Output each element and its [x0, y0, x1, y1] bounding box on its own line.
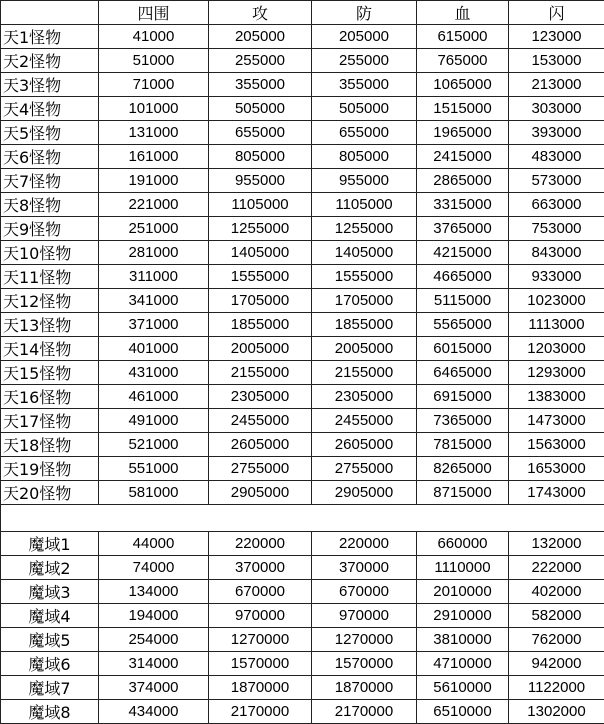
cell-siwei: 191000: [99, 169, 209, 193]
cell-defense: 655000: [312, 121, 417, 145]
cell-dodge: 1293000: [509, 361, 604, 385]
cell-attack: 1855000: [209, 313, 312, 337]
cell-siwei: 461000: [99, 385, 209, 409]
header-row: [1, 1, 604, 25]
cell-siwei: 281000: [99, 241, 209, 265]
cell-hp: 765000: [417, 49, 509, 73]
spacer-row: [1, 505, 604, 532]
cell-hp: 7365000: [417, 409, 509, 433]
cell-defense: 1255000: [312, 217, 417, 241]
cell-name: 天19怪物: [1, 457, 99, 481]
table-row: [1, 313, 604, 337]
cell-defense: 205000: [312, 25, 417, 49]
cell-name: 天16怪物: [1, 385, 99, 409]
cell-hp: 3315000: [417, 193, 509, 217]
cell-hp: 4710000: [417, 652, 509, 676]
cell-attack: 1270000: [209, 628, 312, 652]
cell-defense: 255000: [312, 49, 417, 73]
cell-hp: 5565000: [417, 313, 509, 337]
cell-siwei: 374000: [99, 676, 209, 700]
cell-dodge: 393000: [509, 121, 604, 145]
cell-name: 天15怪物: [1, 361, 99, 385]
cell-name: 天7怪物: [1, 169, 99, 193]
cell-defense: 1270000: [312, 628, 417, 652]
cell-defense: 2005000: [312, 337, 417, 361]
cell-defense: 2755000: [312, 457, 417, 481]
cell-dodge: 1023000: [509, 289, 604, 313]
cell-name: 天9怪物: [1, 217, 99, 241]
cell-name: 天8怪物: [1, 193, 99, 217]
cell-name: 天4怪物: [1, 97, 99, 121]
cell-siwei: 221000: [99, 193, 209, 217]
cell-dodge: 132000: [509, 532, 604, 556]
header-dodge: 闪: [509, 1, 604, 25]
cell-attack: 2455000: [209, 409, 312, 433]
cell-defense: 1405000: [312, 241, 417, 265]
cell-siwei: 311000: [99, 265, 209, 289]
cell-dodge: 1203000: [509, 337, 604, 361]
table-row: [1, 49, 604, 73]
cell-name: 天18怪物: [1, 433, 99, 457]
table-row: [1, 25, 604, 49]
cell-dodge: 1122000: [509, 676, 604, 700]
cell-siwei: 371000: [99, 313, 209, 337]
cell-hp: 1110000: [417, 556, 509, 580]
table-row: [1, 385, 604, 409]
cell-dodge: 153000: [509, 49, 604, 73]
cell-siwei: 431000: [99, 361, 209, 385]
cell-hp: 1065000: [417, 73, 509, 97]
cell-defense: 1555000: [312, 265, 417, 289]
cell-hp: 1515000: [417, 97, 509, 121]
cell-defense: 1105000: [312, 193, 417, 217]
header-hp: 血: [417, 1, 509, 25]
cell-siwei: 194000: [99, 604, 209, 628]
table-row: [1, 628, 604, 652]
cell-attack: 2170000: [209, 700, 312, 724]
table-row: [1, 700, 604, 724]
cell-siwei: 341000: [99, 289, 209, 313]
cell-siwei: 134000: [99, 580, 209, 604]
cell-attack: 1870000: [209, 676, 312, 700]
cell-defense: 2155000: [312, 361, 417, 385]
cell-dodge: 1653000: [509, 457, 604, 481]
cell-attack: 1255000: [209, 217, 312, 241]
cell-name: 魔域4: [1, 604, 99, 628]
cell-hp: 5115000: [417, 289, 509, 313]
cell-dodge: 213000: [509, 73, 604, 97]
cell-hp: 2910000: [417, 604, 509, 628]
cell-name: 魔域8: [1, 700, 99, 724]
cell-dodge: 753000: [509, 217, 604, 241]
cell-attack: 970000: [209, 604, 312, 628]
cell-defense: 2605000: [312, 433, 417, 457]
cell-hp: 2010000: [417, 580, 509, 604]
cell-dodge: 483000: [509, 145, 604, 169]
cell-name: 天14怪物: [1, 337, 99, 361]
cell-attack: 955000: [209, 169, 312, 193]
cell-siwei: 74000: [99, 556, 209, 580]
cell-attack: 2305000: [209, 385, 312, 409]
header-name: [1, 1, 99, 25]
cell-attack: 1555000: [209, 265, 312, 289]
cell-dodge: 1563000: [509, 433, 604, 457]
cell-defense: 970000: [312, 604, 417, 628]
table-row: [1, 580, 604, 604]
cell-attack: 2905000: [209, 481, 312, 505]
cell-defense: 955000: [312, 169, 417, 193]
cell-attack: 805000: [209, 145, 312, 169]
cell-defense: 670000: [312, 580, 417, 604]
cell-dodge: 762000: [509, 628, 604, 652]
table-row: [1, 604, 604, 628]
table-row: [1, 433, 604, 457]
table-row: [1, 193, 604, 217]
cell-defense: 2305000: [312, 385, 417, 409]
cell-siwei: 401000: [99, 337, 209, 361]
cell-hp: 3810000: [417, 628, 509, 652]
table-row: [1, 676, 604, 700]
cell-attack: 1705000: [209, 289, 312, 313]
cell-siwei: 71000: [99, 73, 209, 97]
cell-dodge: 942000: [509, 652, 604, 676]
cell-dodge: 1383000: [509, 385, 604, 409]
table-row: [1, 409, 604, 433]
cell-dodge: 1743000: [509, 481, 604, 505]
table-row: [1, 73, 604, 97]
table-row: [1, 97, 604, 121]
cell-name: 天6怪物: [1, 145, 99, 169]
cell-name: 魔域3: [1, 580, 99, 604]
cell-defense: 2455000: [312, 409, 417, 433]
cell-attack: 2155000: [209, 361, 312, 385]
cell-dodge: 1113000: [509, 313, 604, 337]
cell-defense: 805000: [312, 145, 417, 169]
cell-dodge: 843000: [509, 241, 604, 265]
cell-siwei: 551000: [99, 457, 209, 481]
cell-attack: 355000: [209, 73, 312, 97]
cell-name: 天3怪物: [1, 73, 99, 97]
cell-name: 天20怪物: [1, 481, 99, 505]
cell-hp: 615000: [417, 25, 509, 49]
table-row: [1, 532, 604, 556]
cell-name: 魔域6: [1, 652, 99, 676]
cell-hp: 6915000: [417, 385, 509, 409]
cell-siwei: 581000: [99, 481, 209, 505]
cell-siwei: 101000: [99, 97, 209, 121]
cell-attack: 1105000: [209, 193, 312, 217]
cell-siwei: 491000: [99, 409, 209, 433]
cell-name: 魔域1: [1, 532, 99, 556]
cell-hp: 7815000: [417, 433, 509, 457]
cell-dodge: 1473000: [509, 409, 604, 433]
cell-defense: 1570000: [312, 652, 417, 676]
cell-defense: 2905000: [312, 481, 417, 505]
cell-defense: 1855000: [312, 313, 417, 337]
cell-defense: 220000: [312, 532, 417, 556]
table-row: [1, 217, 604, 241]
cell-name: 天17怪物: [1, 409, 99, 433]
cell-siwei: 251000: [99, 217, 209, 241]
cell-defense: 1870000: [312, 676, 417, 700]
cell-defense: 2170000: [312, 700, 417, 724]
cell-attack: 220000: [209, 532, 312, 556]
cell-dodge: 663000: [509, 193, 604, 217]
cell-siwei: 521000: [99, 433, 209, 457]
cell-attack: 655000: [209, 121, 312, 145]
cell-defense: 1705000: [312, 289, 417, 313]
cell-name: 天2怪物: [1, 49, 99, 73]
spacer-cell: [1, 505, 604, 532]
cell-siwei: 44000: [99, 532, 209, 556]
cell-hp: 2865000: [417, 169, 509, 193]
header-attack: 攻: [209, 1, 312, 25]
cell-defense: 355000: [312, 73, 417, 97]
cell-attack: 1570000: [209, 652, 312, 676]
cell-name: 天13怪物: [1, 313, 99, 337]
cell-defense: 370000: [312, 556, 417, 580]
table-row: [1, 337, 604, 361]
cell-hp: 6465000: [417, 361, 509, 385]
table-row: [1, 121, 604, 145]
cell-hp: 2415000: [417, 145, 509, 169]
cell-siwei: 434000: [99, 700, 209, 724]
cell-hp: 5610000: [417, 676, 509, 700]
table-row: [1, 652, 604, 676]
cell-hp: 1965000: [417, 121, 509, 145]
table-row: [1, 457, 604, 481]
cell-siwei: 254000: [99, 628, 209, 652]
cell-name: 天10怪物: [1, 241, 99, 265]
cell-hp: 8715000: [417, 481, 509, 505]
cell-hp: 6510000: [417, 700, 509, 724]
cell-hp: 3765000: [417, 217, 509, 241]
cell-dodge: 303000: [509, 97, 604, 121]
cell-name: 天11怪物: [1, 265, 99, 289]
cell-attack: 2605000: [209, 433, 312, 457]
cell-attack: 205000: [209, 25, 312, 49]
cell-siwei: 41000: [99, 25, 209, 49]
table-row: [1, 289, 604, 313]
header-defense: 防: [312, 1, 417, 25]
cell-attack: 1405000: [209, 241, 312, 265]
cell-name: 天1怪物: [1, 25, 99, 49]
cell-name: 天5怪物: [1, 121, 99, 145]
table-row: [1, 556, 604, 580]
cell-name: 天12怪物: [1, 289, 99, 313]
cell-dodge: 573000: [509, 169, 604, 193]
cell-attack: 505000: [209, 97, 312, 121]
cell-defense: 505000: [312, 97, 417, 121]
cell-attack: 670000: [209, 580, 312, 604]
cell-siwei: 314000: [99, 652, 209, 676]
table-row: [1, 265, 604, 289]
cell-hp: 8265000: [417, 457, 509, 481]
cell-hp: 6015000: [417, 337, 509, 361]
cell-hp: 660000: [417, 532, 509, 556]
cell-dodge: 123000: [509, 25, 604, 49]
cell-siwei: 131000: [99, 121, 209, 145]
cell-hp: 4215000: [417, 241, 509, 265]
cell-dodge: 402000: [509, 580, 604, 604]
cell-attack: 2755000: [209, 457, 312, 481]
cell-siwei: 51000: [99, 49, 209, 73]
cell-dodge: 1302000: [509, 700, 604, 724]
table-row: [1, 241, 604, 265]
cell-attack: 2005000: [209, 337, 312, 361]
cell-dodge: 933000: [509, 265, 604, 289]
table-row: [1, 481, 604, 505]
cell-name: 魔域5: [1, 628, 99, 652]
table-row: [1, 169, 604, 193]
cell-attack: 370000: [209, 556, 312, 580]
table-row: [1, 145, 604, 169]
cell-hp: 4665000: [417, 265, 509, 289]
table-row: [1, 361, 604, 385]
cell-attack: 255000: [209, 49, 312, 73]
cell-dodge: 222000: [509, 556, 604, 580]
cell-dodge: 582000: [509, 604, 604, 628]
cell-siwei: 161000: [99, 145, 209, 169]
cell-name: 魔域2: [1, 556, 99, 580]
cell-name: 魔域7: [1, 676, 99, 700]
header-siwei: 四围: [99, 1, 209, 25]
